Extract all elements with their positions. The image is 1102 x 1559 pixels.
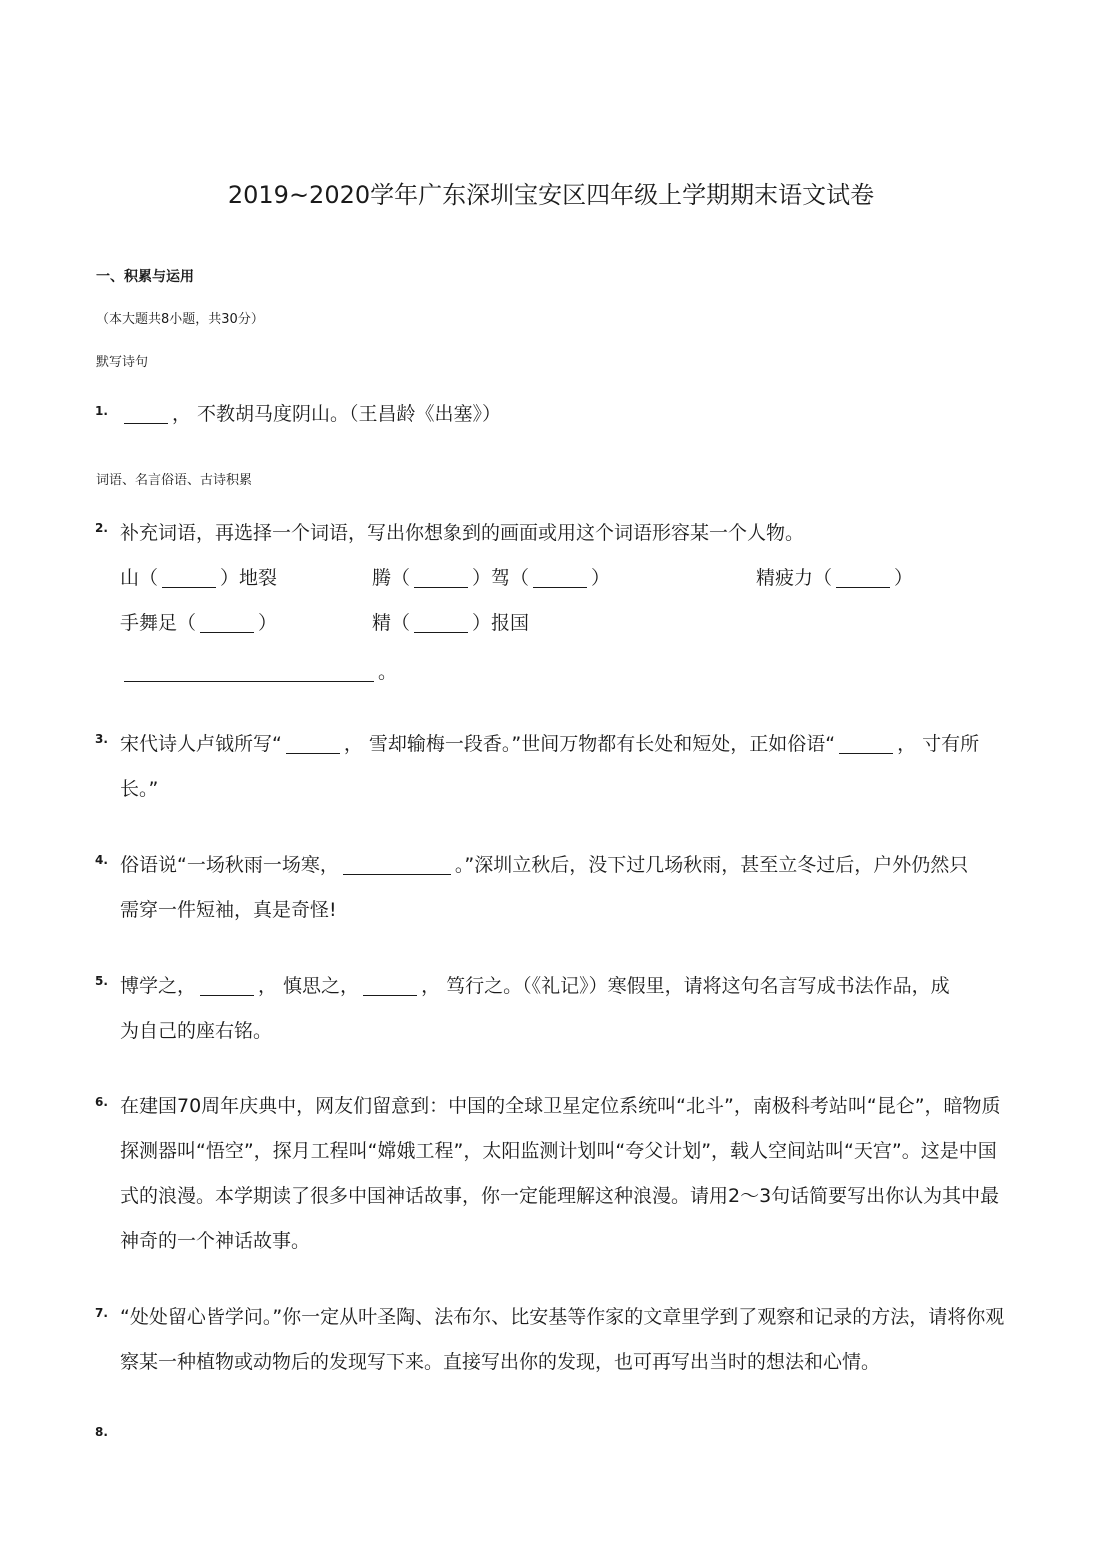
question-3-line-2: 长。” [120,778,159,800]
question-number-4: 4. [95,853,108,867]
answer-blank[interactable] [200,612,254,633]
question-4-line-1: 俗语说“一场秋雨一场寒， 。”深圳立秋后，没下过几场秋雨，甚至立冬过后，户外仍然只 [120,854,969,876]
answer-blank[interactable] [286,733,340,754]
word-item-3: 精疲力（ ） [756,567,914,589]
question-6-text: 在建国70周年庆典中，网友们留意到：中国的全球卫星定位系统叫“北斗”，南极科考站叫“昆仑”，暗物质探测器叫“悟空”，探月工程叫“嫦娥工程”，太阳监测计划叫“夸父计划”，载人空间站叫“天宫”。这是中国式的浪漫。本学期读了很多中国神话故事，你一定能理解这种浪漫。请用2～3句话简要写出你认为其中最神奇的一个神话故事。 [120,1095,1001,1252]
word-item-1: 山（ ）地裂 [120,567,278,589]
answer-blank[interactable] [124,661,374,682]
question-number-7: 7. [95,1306,108,1320]
answer-blank[interactable] [836,567,890,588]
answer-blank[interactable] [414,567,468,588]
question-number-6: 6. [95,1095,108,1109]
question-1 [120,401,501,427]
question-5-line-1: 博学之， ， 慎思之， ， 笃行之。（《礼记》）寒假里，请将这句名言写成书法作品，成 [120,975,950,997]
word-item-2: 腾（ ）驾（ ） [372,567,611,589]
question-2-prompt: 补充词语，再选择一个词语，写出你想象到的画面或用这个词语形容某一个人物。 [120,522,805,544]
section-note: （本大题共8小题，共30分） [96,312,264,327]
section-heading: 一、积累与运用 [96,269,194,285]
question-7-text: “处处留心皆学问。”你一定从叶圣陶、法布尔、比安基等作家的文章里学到了观察和记录的方法，请将你观察某一种植物或动物后的发现写下来。直接写出你的发现，也可再写出当时的想法和心情。 [120,1306,1005,1373]
question-5-line-2: 为自己的座右铭。 [120,1020,273,1042]
question-3-line-1: 宋代诗人卢钺所写“ ， 雪却输梅一段香。”世间万物都有长处和短处，正如俗语“ ， 寸有所 [120,733,980,755]
question-number-2: 2. [95,521,108,535]
answer-blank[interactable] [533,567,587,588]
answer-blank[interactable] [363,975,417,996]
question-number-5: 5. [95,974,108,988]
question-text: ， 不教胡马度阴山。（王昌龄《出塞》） [172,403,502,425]
answer-blank[interactable] [124,403,168,424]
question-number-8: 8. [95,1425,108,1439]
subsection-label-poetry: 默写诗句 [96,355,149,370]
answer-blank[interactable] [839,733,893,754]
answer-blank[interactable] [343,854,451,875]
question-4-line-2: 需穿一件短袖，真是奇怪! [120,899,337,921]
subsection-label-vocabulary: 词语、名言俗语、古诗积累 [96,473,253,488]
word-item-4: 手舞足（ ） [120,612,278,634]
answer-blank[interactable] [162,567,216,588]
word-item-5: 精（ ）报国 [372,612,530,634]
question-number-3: 3. [95,732,108,746]
exam-title: 2019~2020学年广东深圳宝安区四年级上学期期末语文试卷 [227,181,875,209]
answer-blank[interactable] [414,612,468,633]
answer-blank[interactable] [200,975,254,996]
question-number-1: 1. [95,404,108,418]
long-answer-line: 。 [120,659,397,685]
